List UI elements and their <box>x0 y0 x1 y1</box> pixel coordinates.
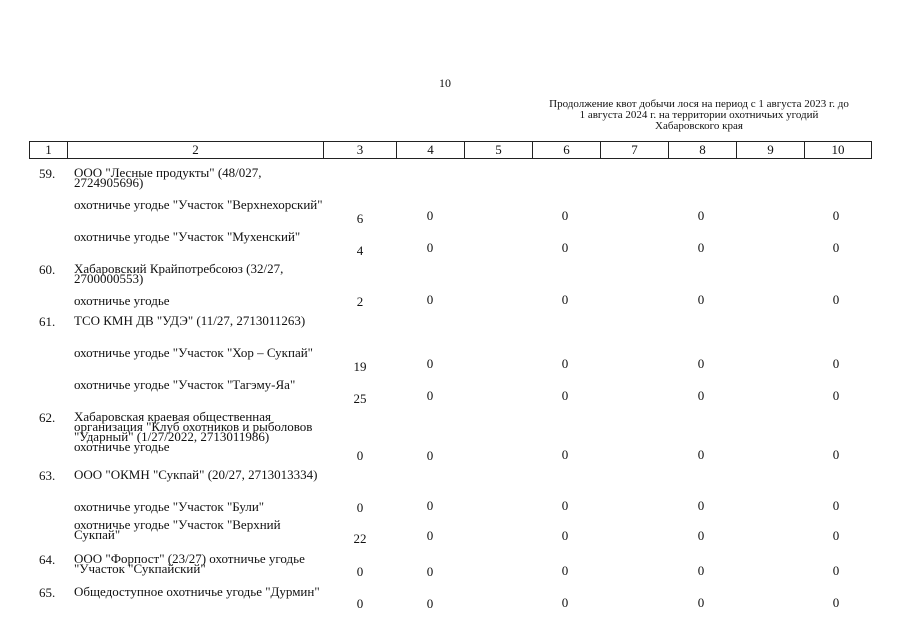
cell-col-3: 6 <box>356 211 364 226</box>
cell-col-10: 0 <box>832 447 840 462</box>
cell-col-10: 0 <box>832 208 840 223</box>
cell-col-3: 22 <box>353 531 367 546</box>
header-col-4: 4 <box>397 142 465 159</box>
cell-col-4: 0 <box>426 596 434 611</box>
cell-col-6: 0 <box>561 292 569 307</box>
table-title: Продолжение квот добычи лося на период с 1 августа 2023 г. до 1 августа 2024 г. на территории охотничьих угодий Хабаровского края <box>549 98 849 132</box>
cell-col-4: 0 <box>426 498 434 513</box>
cell-col-4: 0 <box>426 388 434 403</box>
cell-col-4: 0 <box>426 564 434 579</box>
cell-col-6: 0 <box>561 563 569 578</box>
row-number: 65. <box>39 585 56 600</box>
row-number: 60. <box>39 262 56 277</box>
cell-col-8: 0 <box>697 595 705 610</box>
row-name: ООО "Форпост" (23/27) охотничье угодье "Участок "Сукпайский" <box>74 551 305 576</box>
row-number: 62. <box>39 410 56 425</box>
cell-col-4: 0 <box>426 528 434 543</box>
cell-col-6: 0 <box>561 240 569 255</box>
cell-col-4: 0 <box>426 448 434 463</box>
header-col-7: 7 <box>601 142 669 159</box>
cell-col-6: 0 <box>561 528 569 543</box>
cell-col-6: 0 <box>561 388 569 403</box>
row-number: 64. <box>39 552 56 567</box>
row-number: 63. <box>39 468 56 483</box>
header-col-1: 1 <box>30 142 68 159</box>
cell-col-3: 0 <box>356 500 364 515</box>
cell-col-4: 0 <box>426 356 434 371</box>
cell-col-3: 2 <box>356 294 364 309</box>
cell-col-3: 19 <box>353 359 367 374</box>
row-name: ТСО КМН ДВ "УДЭ" (11/27, 2713011263) <box>74 313 306 328</box>
cell-col-8: 0 <box>697 528 705 543</box>
header-col-8: 8 <box>669 142 737 159</box>
cell-col-3: 0 <box>356 596 364 611</box>
header-col-10: 10 <box>805 142 872 159</box>
cell-col-10: 0 <box>832 356 840 371</box>
cell-col-10: 0 <box>832 595 840 610</box>
cell-col-6: 0 <box>561 498 569 513</box>
page-number: 10 <box>439 76 451 90</box>
cell-col-8: 0 <box>697 563 705 578</box>
row-name: Общедоступное охотничье угодье "Дурмин" <box>74 584 320 599</box>
header-col-6: 6 <box>533 142 601 159</box>
header-col-3: 3 <box>324 142 397 159</box>
row-name: охотничье угодье "Участок "Були" <box>74 499 265 514</box>
row-name: ООО "ОКМН "Сукпай" (20/27, 2713013334) <box>74 467 318 482</box>
row-name: охотничье угодье <box>74 293 170 308</box>
cell-col-4: 0 <box>426 208 434 223</box>
cell-col-6: 0 <box>561 447 569 462</box>
cell-col-8: 0 <box>697 208 705 223</box>
header-col-9: 9 <box>737 142 805 159</box>
header-col-2: 2 <box>68 142 324 159</box>
cell-col-10: 0 <box>832 498 840 513</box>
header-col-5: 5 <box>465 142 533 159</box>
cell-col-3: 25 <box>353 391 367 406</box>
cell-col-10: 0 <box>832 528 840 543</box>
row-name: охотничье угодье "Участок "Хор – Сукпай" <box>74 345 313 360</box>
cell-col-3: 4 <box>356 243 364 258</box>
row-name: охотничье угодье "Участок "Тагэму-Яа" <box>74 377 296 392</box>
cell-col-6: 0 <box>561 208 569 223</box>
row-name: ООО "Лесные продукты" (48/027, 2724905696) <box>74 165 262 190</box>
cell-col-8: 0 <box>697 388 705 403</box>
cell-col-8: 0 <box>697 292 705 307</box>
cell-col-6: 0 <box>561 595 569 610</box>
cell-col-4: 0 <box>426 292 434 307</box>
row-name: охотничье угодье "Участок "Верхний Сукпай" <box>74 517 281 542</box>
table-header <box>29 141 872 159</box>
cell-col-8: 0 <box>697 447 705 462</box>
cell-col-8: 0 <box>697 356 705 371</box>
cell-col-10: 0 <box>832 388 840 403</box>
cell-col-8: 0 <box>697 498 705 513</box>
cell-col-3: 0 <box>356 564 364 579</box>
cell-col-6: 0 <box>561 356 569 371</box>
row-number: 61. <box>39 314 56 329</box>
cell-col-3: 0 <box>356 448 364 463</box>
cell-col-10: 0 <box>832 563 840 578</box>
cell-col-10: 0 <box>832 240 840 255</box>
row-name: охотничье угодье "Участок "Верхнехорский" <box>74 197 323 212</box>
cell-col-4: 0 <box>426 240 434 255</box>
cell-col-8: 0 <box>697 240 705 255</box>
row-number: 59. <box>39 166 56 181</box>
cell-col-10: 0 <box>832 292 840 307</box>
row-name: Хабаровский Крайпотребсоюз (32/27, 2700000553) <box>74 261 284 286</box>
row-name: охотничье угодье "Участок "Мухенский" <box>74 229 301 244</box>
row-name: Хабаровская краевая общественная организация "Клуб охотников и рыболовов "Ударный" (1/27/2022, 2713011986) охотничье угодье <box>74 409 313 454</box>
